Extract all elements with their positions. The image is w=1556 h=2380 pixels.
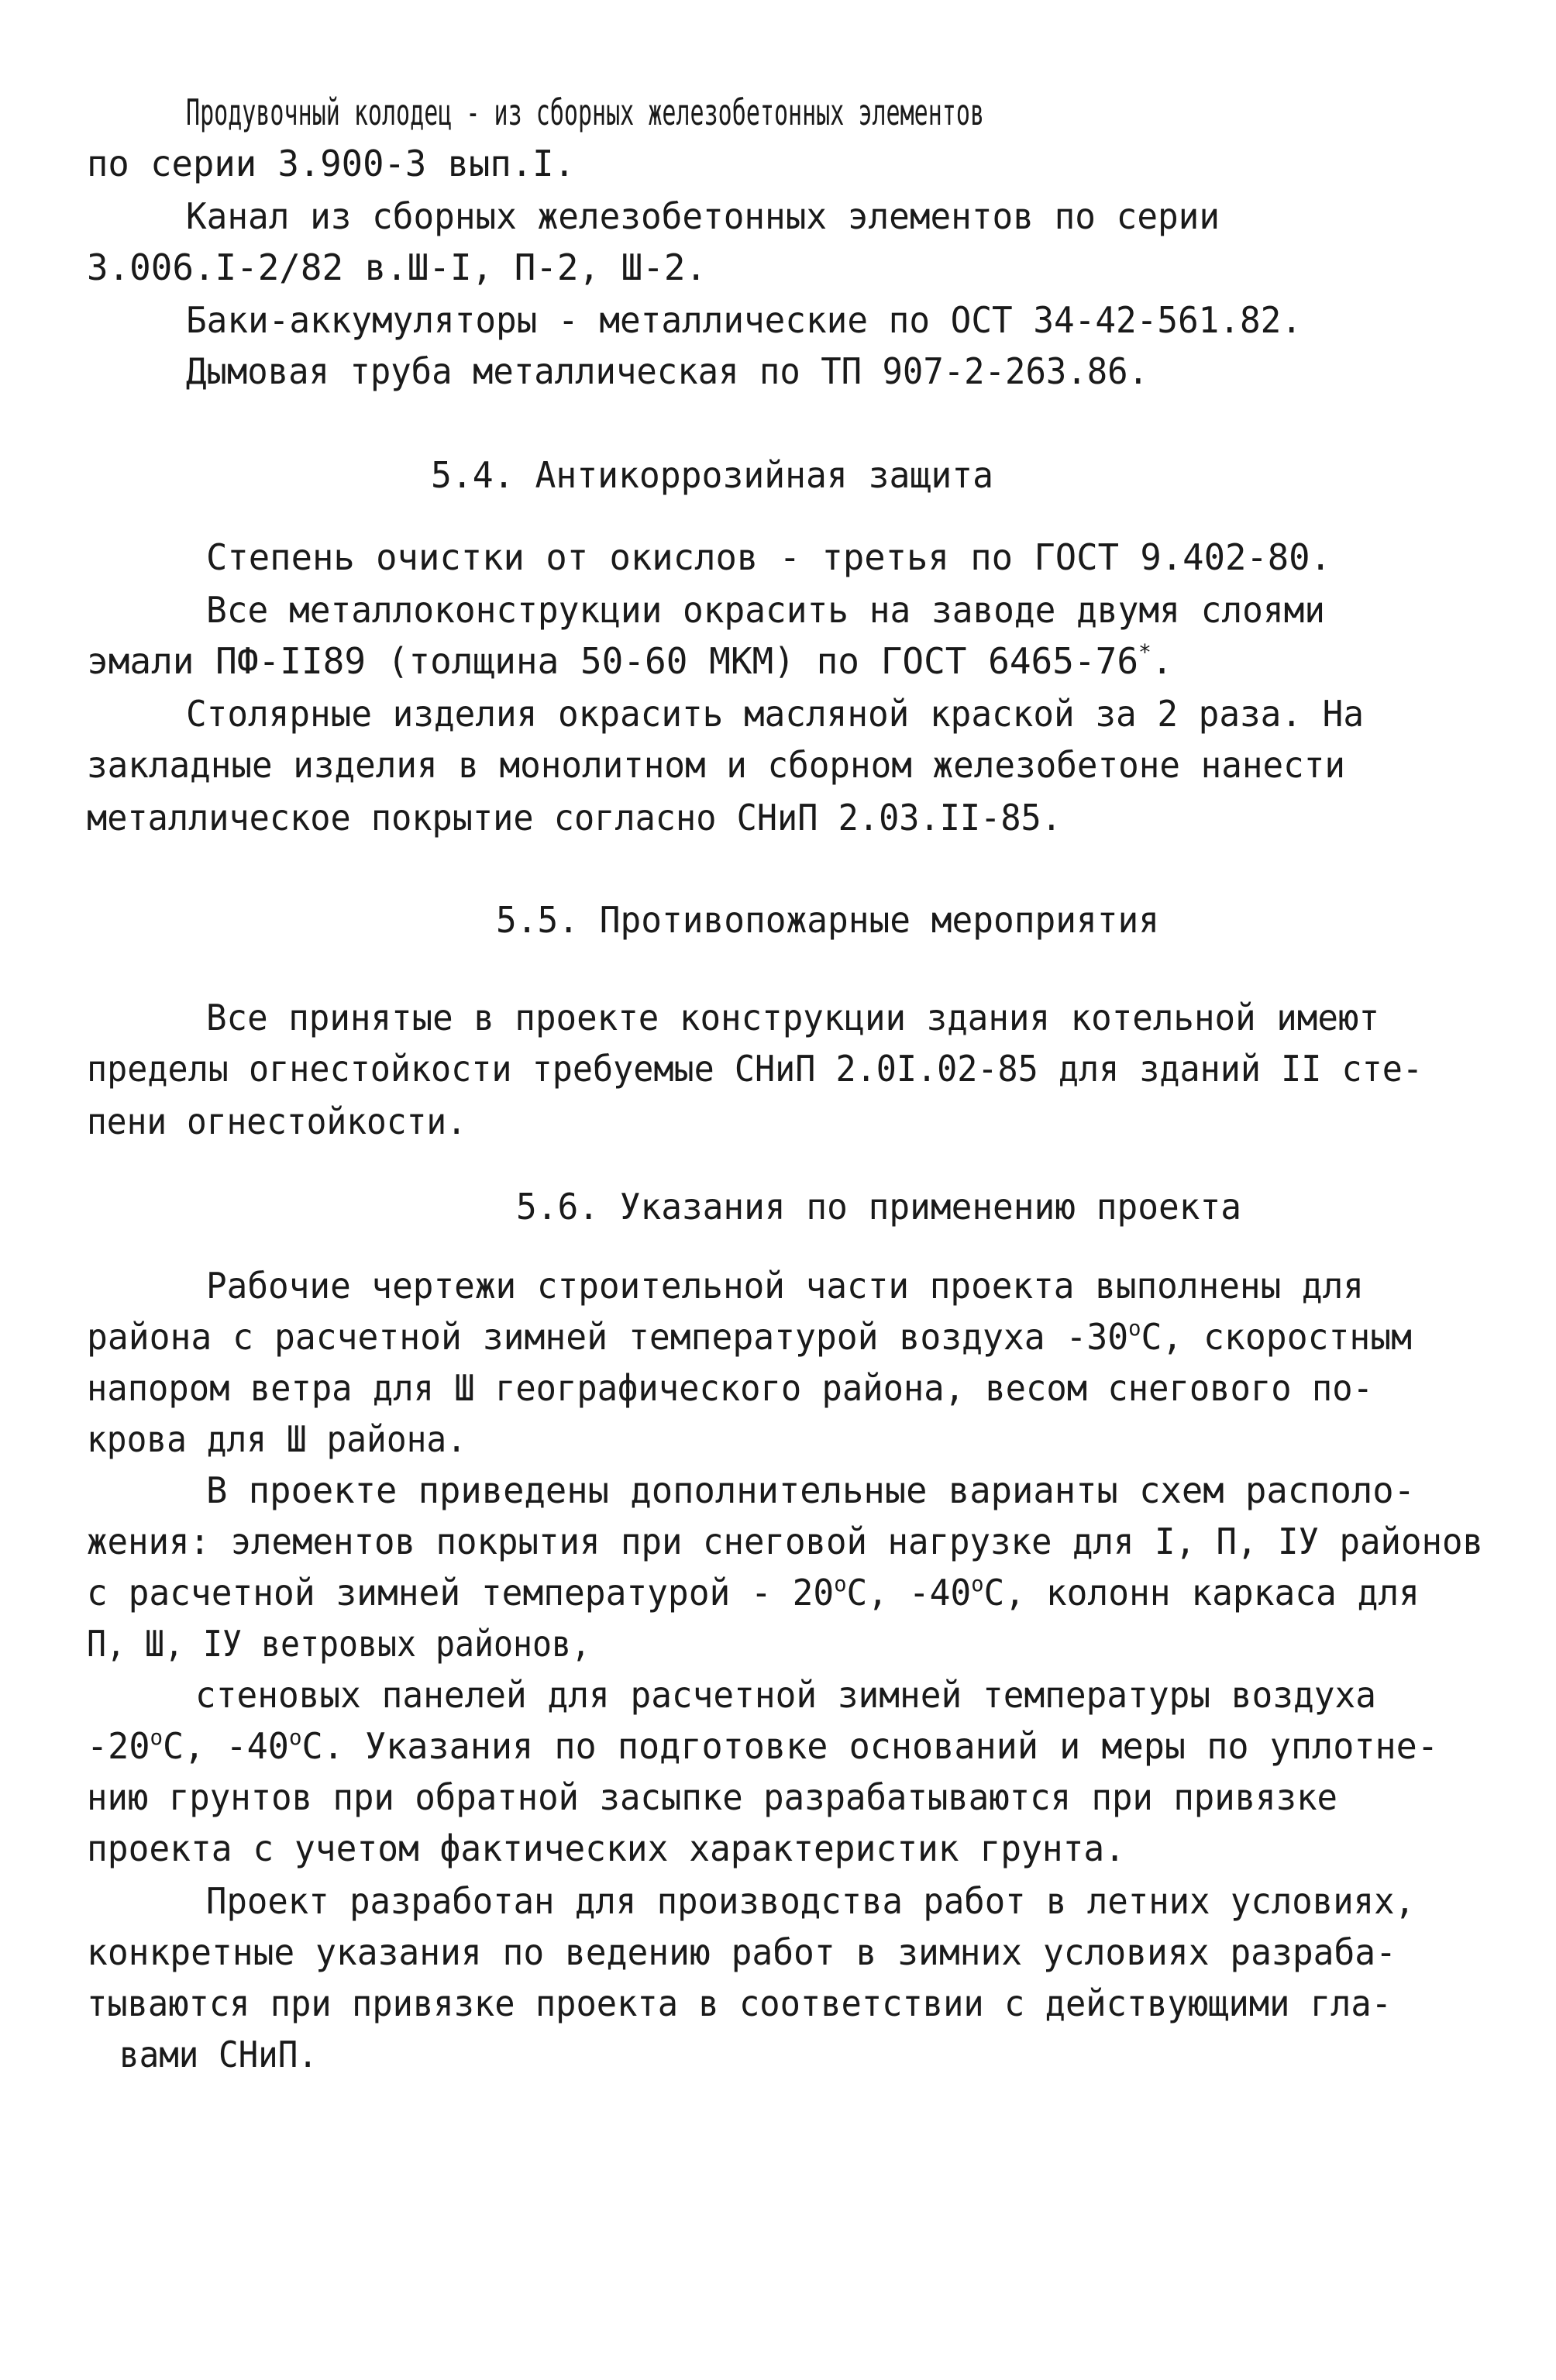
degree-mark: о bbox=[150, 1724, 164, 1750]
text-line: Все принятые в проекте конструкции здания котельной имеют bbox=[206, 997, 1380, 1038]
section-title: 5.5. Противопожарные мероприятия bbox=[496, 899, 1159, 941]
text-line: 3.006.I-2/82 в.Ш-I, П-2, Ш-2. bbox=[87, 246, 707, 288]
text-line: пределы огнестойкости требуемые СНиП 2.0I.02-85 для зданий II сте- bbox=[87, 1048, 1423, 1090]
text-line-content: района с расчетной зимней температурой воздуха -30 bbox=[87, 1316, 1129, 1358]
text-line: пени огнестойкости. bbox=[87, 1100, 467, 1142]
text-line: жения: элементов покрытия при снеговой нагрузке для I, П, IУ районов bbox=[87, 1521, 1484, 1562]
degree-mark: о bbox=[1128, 1315, 1141, 1341]
text-line: Продувочный колодец - из сборных железобетонных элементов bbox=[186, 91, 985, 133]
text-line bbox=[87, 1315, 1412, 1358]
text-line: проекта с учетом фактических характеристик грунта. bbox=[87, 1827, 1125, 1869]
text-line: Рабочие чертежи строительной части проекта выполнены для bbox=[206, 1265, 1364, 1307]
text-line-content: С. Указания по подготовке оснований и меры по уплотне- bbox=[301, 1725, 1438, 1767]
text-line bbox=[87, 639, 1173, 682]
text-line bbox=[87, 1724, 1438, 1767]
text-line: крова для Ш района. bbox=[87, 1418, 467, 1460]
text-line: металлическое покрытие согласно СНиП 2.03.II-85. bbox=[87, 797, 1062, 839]
text-line-content: С, -40 bbox=[846, 1572, 972, 1614]
text-line: Степень очистки от окислов - третья по ГОСТ 9.402-80. bbox=[206, 536, 1331, 578]
text-line: напором ветра для Ш географического района, весом снегового по- bbox=[87, 1367, 1373, 1409]
text-line: П, Ш, IУ ветровых районов, bbox=[87, 1623, 591, 1665]
text-line-content: с расчетной зимней температурой - 20 bbox=[87, 1572, 835, 1614]
text-line: В проекте приведены дополнительные варианты схем располо- bbox=[206, 1469, 1415, 1511]
text-line: вами СНиП. bbox=[119, 2034, 318, 2075]
text-line: Столярные изделия окрасить масляной краской за 2 раза. На bbox=[186, 693, 1365, 735]
section-title: 5.6. Указания по применению проекта bbox=[516, 1186, 1241, 1228]
text-line: нию грунтов при обратной засыпке разрабатываются при привязке bbox=[87, 1776, 1338, 1818]
text-line: Канал из сборных железобетонных элементов по серии bbox=[186, 195, 1220, 237]
text-line-content: С, скоростным bbox=[1141, 1316, 1412, 1358]
text-line-content: С, колонн каркаса для bbox=[983, 1572, 1420, 1614]
footnote-mark: * bbox=[1138, 639, 1152, 665]
section-title: 5.4. Антикоррозийная защита bbox=[431, 454, 993, 496]
text-line: Все металлоконструкции окрасить на заводе двумя слоями bbox=[206, 589, 1326, 631]
text-line: стеновых панелей для расчетной зимней температуры воздуха bbox=[195, 1674, 1376, 1716]
text-line: Баки-аккумуляторы - металлические по ОСТ 34-42-561.82. bbox=[186, 299, 1303, 341]
line-end: . bbox=[1151, 640, 1173, 682]
degree-mark: о bbox=[288, 1724, 302, 1750]
degree-mark: о bbox=[971, 1571, 984, 1596]
text-line-content: эмали ПФ-II89 (толщина 50-60 МКМ) по ГОСТ 6465-76 bbox=[87, 640, 1139, 682]
text-line: Проект разработан для производства работ в летних условиях, bbox=[206, 1880, 1415, 1922]
text-line-content: -20 bbox=[87, 1725, 150, 1767]
text-line: закладные изделия в монолитном и сборном железобетоне нанести bbox=[87, 744, 1345, 786]
text-line-content: С, -40 bbox=[163, 1725, 289, 1767]
text-line bbox=[87, 1571, 1420, 1614]
text-line: тываются при привязке проекта в соответствии с действующими гла- bbox=[87, 1982, 1392, 2024]
text-line: по серии 3.900-3 вып.I. bbox=[87, 143, 575, 184]
text-line: Дымовая труба металлическая по ТП 907-2-263.86. bbox=[186, 350, 1149, 392]
text-line: конкретные указания по ведению работ в зимних условиях разраба- bbox=[87, 1931, 1396, 1973]
degree-mark: о bbox=[834, 1571, 847, 1596]
